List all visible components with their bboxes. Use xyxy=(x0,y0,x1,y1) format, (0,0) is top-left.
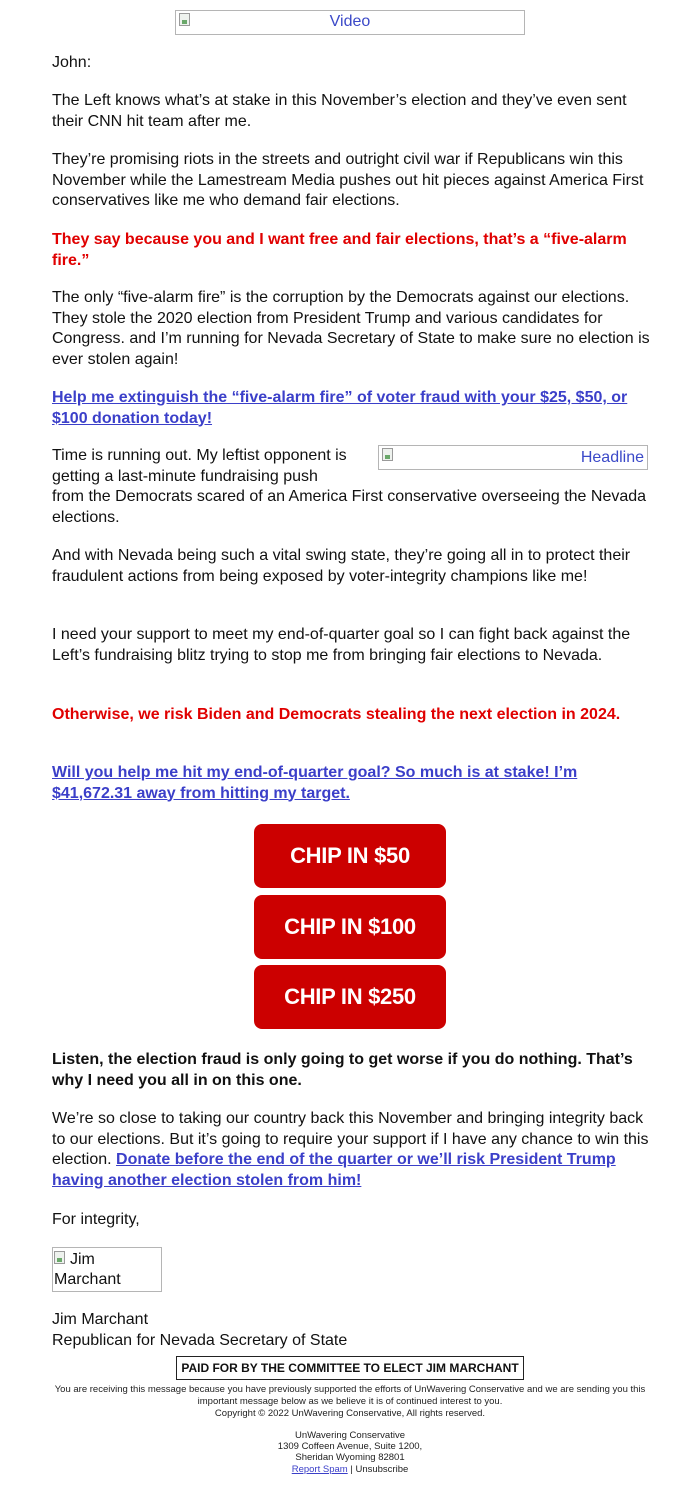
footer-address-2: Sheridan Wyoming 82801 xyxy=(295,1452,405,1463)
paid-for-disclaimer: PAID FOR BY THE COMMITTEE TO ELECT JIM MARCHANT xyxy=(176,1356,524,1380)
red-callout-1: They say because you and I want free and fair elections, that’s a “five-alarm fire.” xyxy=(52,231,627,269)
greeting: John: xyxy=(52,54,92,71)
signature-title: Republican for Nevada Secretary of State xyxy=(52,1332,348,1349)
chip-in-50-button[interactable]: CHIP IN $50 xyxy=(254,824,446,888)
report-spam-link[interactable]: Report Spam xyxy=(291,1464,348,1475)
video-alt-text: Video xyxy=(329,13,371,30)
footer-org-name: UnWavering Conservative xyxy=(295,1430,405,1441)
signature-alt-text: Jim Marchant xyxy=(54,1251,121,1288)
paragraph-7-text: We’re so close to taking our country back this November and bringing integrity back to our elections. But it’s going to require your support if I have any chance to win this election. xyxy=(52,1110,649,1168)
red-callout-2: Otherwise, we risk Biden and Democrats stealing the next election in 2024. xyxy=(52,706,621,723)
paragraph-4-cont: from the Democrats scared of an America First conservative overseeing the Nevada elections. xyxy=(52,488,647,526)
unsubscribe-link[interactable]: Unsubscribe xyxy=(355,1464,409,1475)
paragraph-5: And with Nevada being such a vital swing state, they’re going all in to protect their fraudulent actions from being exposed by voter-integrity champions like me! xyxy=(52,547,631,585)
headline-alt-text: Headline xyxy=(580,449,644,466)
footer-links xyxy=(50,1464,650,1476)
footer-notice: You are receiving this message because you have previously supported the efforts of UnWavering Conservative and we are sending you this important message below as we believe it is of continued interest to you. xyxy=(54,1384,646,1407)
closing: For integrity, xyxy=(52,1211,140,1228)
footer-copyright: Copyright © 2022 UnWavering Conservative, All rights reserved. xyxy=(214,1408,486,1419)
bold-callout: Listen, the election fraud is only going to get worse if you do nothing. That’s why I need you all in on this one. xyxy=(52,1051,633,1089)
footer-separator: | xyxy=(350,1464,353,1475)
paragraph-3: The only “five-alarm fire” is the corruption by the Democrats against our elections. They stole the 2020 election from President Trump and various candidates for Congress. and I’m running for Nevada Secretary of State to make sure no election is ever stolen again! xyxy=(52,289,650,368)
paragraph-7 xyxy=(52,1109,652,1191)
donate-link-2[interactable]: Will you help me hit my end-of-quarter goal? So much is at stake! I’m $41,672.31 away from hitting my target. xyxy=(52,764,578,802)
paragraph-4-wrap: Time is running out. My leftist opponent is getting a last-minute fundraising push xyxy=(52,447,347,485)
signature-name: Jim Marchant xyxy=(52,1311,149,1328)
signature-image xyxy=(52,1247,162,1292)
headline-image[interactable] xyxy=(378,445,648,470)
broken-image-icon xyxy=(382,448,393,461)
paragraph-6: I need your support to meet my end-of-quarter goal so I can fight back against the Left’s fundraising blitz trying to stop me from bringing fair elections to Nevada. xyxy=(52,626,631,664)
donate-link-3[interactable]: Donate before the end of the quarter or we’ll risk President Trump having another election stolen from him! xyxy=(52,1151,616,1189)
paragraph-2: They’re promising riots in the streets and outright civil war if Republicans win this November while the Lamestream Media pushes out hit pieces against America First conservatives like me who demand fair elections. xyxy=(52,151,644,209)
video-image[interactable] xyxy=(175,10,525,35)
footer-address-1: 1309 Coffeen Avenue, Suite 1200, xyxy=(277,1441,423,1452)
chip-in-250-button[interactable]: CHIP IN $250 xyxy=(254,965,446,1029)
paragraph-1: The Left knows what’s at stake in this November’s election and they’ve even sent their CNN hit team after me. xyxy=(52,92,627,130)
chip-in-100-button[interactable]: CHIP IN $100 xyxy=(254,895,446,959)
donate-link-1[interactable]: Help me extinguish the “five-alarm fire” of voter fraud with your $25, $50, or $100 donation today! xyxy=(52,389,628,427)
